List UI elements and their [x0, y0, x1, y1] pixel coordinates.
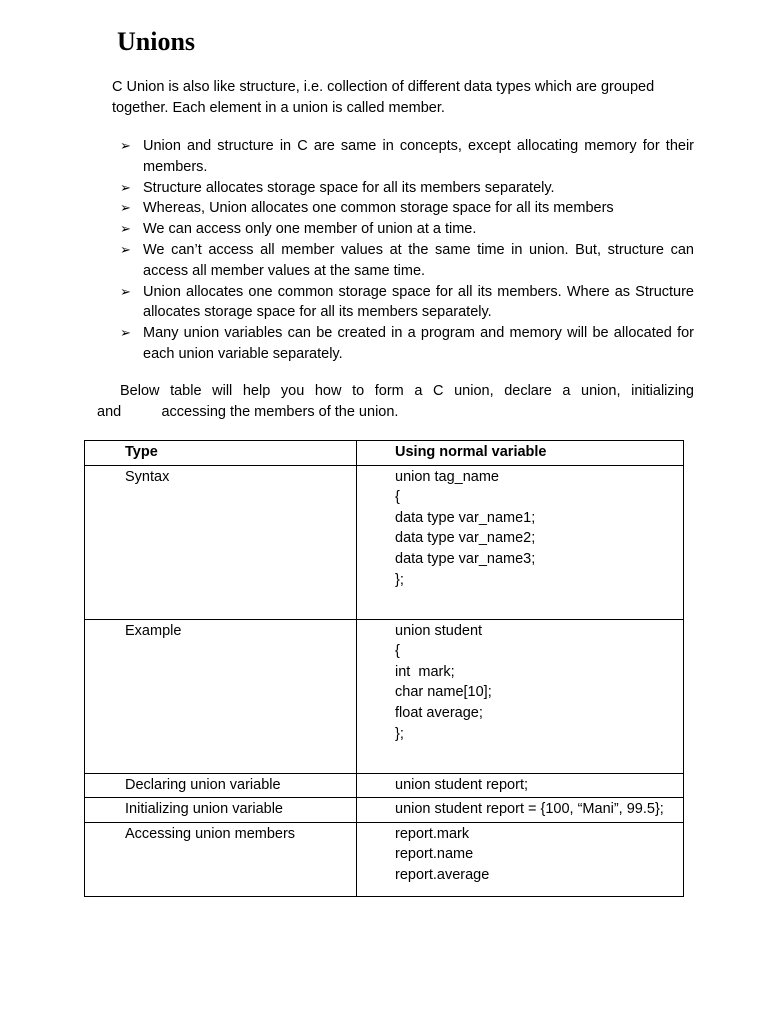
list-item-text: Structure allocates storage space for all its members separately. — [143, 179, 555, 196]
list-item — [120, 240, 694, 282]
list-item-text: We can access only one member of union at a time. — [143, 221, 477, 238]
union-table — [84, 440, 684, 897]
arrow-bullet-icon: ➢ — [120, 283, 131, 299]
code-cell — [357, 798, 684, 823]
type-cell: Initializing union variable — [85, 798, 357, 823]
list-item — [120, 219, 694, 240]
code-line: data type var_name3; — [395, 550, 536, 567]
code-cell — [357, 822, 684, 896]
list-item-text: Union and structure in C are same in concepts, except allocating memory for their members. — [143, 138, 694, 175]
code-line: report.name — [395, 846, 474, 863]
list-item-text: Whereas, Union allocates one common storage space for all its members — [143, 200, 614, 217]
type-cell: Declaring union variable — [85, 773, 357, 798]
code-line: union tag_name — [395, 468, 499, 485]
code-cell — [357, 619, 684, 773]
table-intro-paragraph — [97, 381, 694, 423]
header-using-normal-variable: Using normal variable — [357, 441, 684, 466]
code-line: report.average — [395, 866, 490, 883]
code-cell — [357, 773, 684, 798]
code-line: union student — [395, 622, 483, 639]
table-row — [85, 619, 684, 773]
list-item-text: We can’t access all member values at the same time in union. But, structure can access all member values at the same time. — [143, 241, 694, 279]
code-line: { — [395, 643, 400, 660]
list-item — [120, 136, 694, 178]
type-cell: Accessing union members — [85, 822, 357, 896]
arrow-bullet-icon: ➢ — [120, 241, 131, 257]
table-row — [85, 822, 684, 896]
list-item-text: Many union variables can be created in a program and memory will be allocated for each union variable separately. — [143, 325, 694, 362]
table-row — [85, 773, 684, 798]
code-line: int mark; — [395, 663, 455, 680]
list-item — [120, 198, 694, 219]
table-intro-line-1: Below table will help you how to form a C union, declare a union, initializing — [120, 383, 694, 399]
header-type: Type — [85, 441, 357, 466]
code-line: }; — [395, 725, 404, 742]
code-cell — [357, 465, 684, 619]
intro-paragraph: C Union is also like structure, i.e. collection of different data types which are grouped together. Each element in a union is called member. — [112, 79, 655, 116]
arrow-bullet-icon: ➢ — [120, 221, 131, 237]
code-line: data type var_name2; — [395, 530, 536, 547]
list-item — [120, 323, 694, 365]
type-cell: Syntax — [85, 465, 357, 619]
arrow-bullet-icon: ➢ — [120, 200, 131, 216]
code-line: union student report = {100, “Mani”, 99.5}; — [395, 801, 664, 818]
arrow-bullet-icon: ➢ — [120, 325, 131, 341]
code-line: char name[10]; — [395, 684, 492, 701]
code-line: float average; — [395, 704, 483, 721]
table-row — [85, 465, 684, 619]
bullet-list — [120, 136, 694, 365]
table-row — [85, 798, 684, 823]
list-item — [120, 282, 694, 324]
code-line: union student report; — [395, 776, 529, 793]
code-line: data type var_name1; — [395, 509, 536, 526]
table-header-row — [85, 441, 684, 466]
code-line: }; — [395, 571, 404, 588]
table-intro-line-2: and accessing the members of the union. — [97, 404, 399, 420]
code-line: { — [395, 489, 400, 506]
page-title: Unions — [117, 27, 196, 56]
arrow-bullet-icon: ➢ — [120, 138, 131, 153]
list-item — [120, 178, 694, 199]
list-item-text: Union allocates one common storage space for all its members. Where as Structure allocates storage space for all its members separately. — [143, 283, 694, 321]
type-cell: Example — [85, 619, 357, 773]
code-line: report.mark — [395, 825, 470, 842]
arrow-bullet-icon: ➢ — [120, 179, 131, 195]
